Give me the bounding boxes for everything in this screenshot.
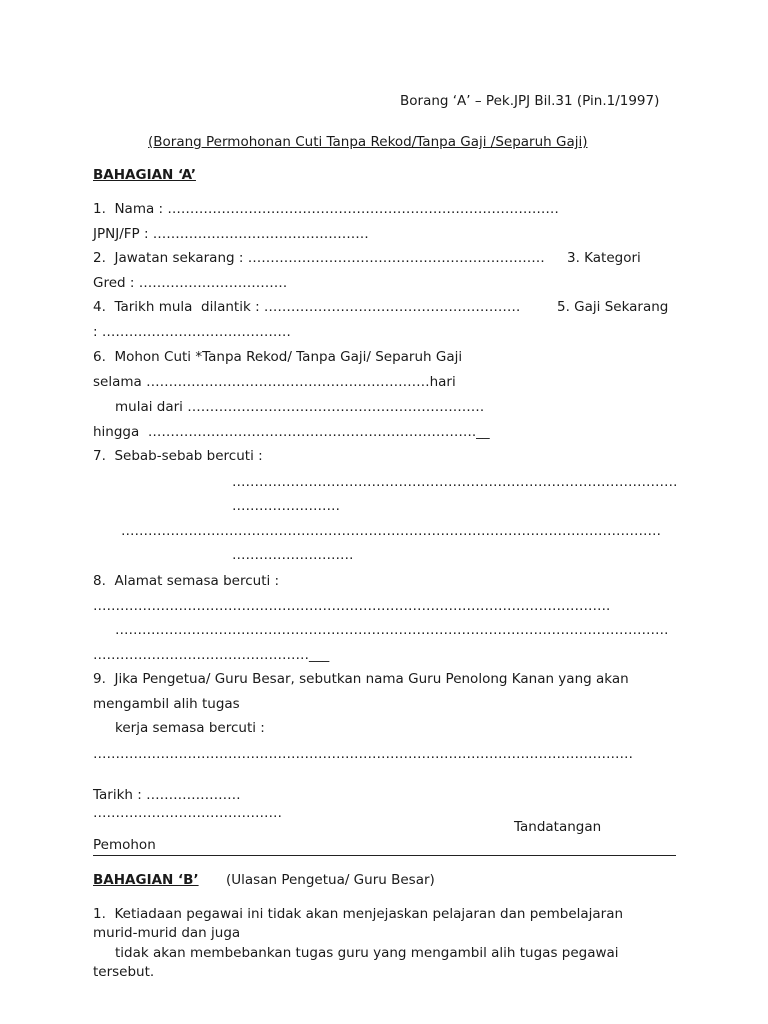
field-hingga: hingga ……………………………………………………………….__ [93,424,490,440]
form-reference: Borang ‘A’ – Pek.JPJ Bil.31 (Pin.1/1997) [400,93,660,109]
section-b-item-1-cont3: tersebut. [93,964,155,980]
field-mulai: mulai dari ………………………………………………………… [115,399,485,415]
field-pengetua-cont: mengambil alih tugas [93,696,240,712]
field-gaji: 5. Gaji Sekarang [557,299,669,315]
signature-label: Tandatangan [514,819,602,835]
section-b-item-1-cont2: tidak akan membebankan tugas guru yang mengambil alih tugas pegawai [115,945,619,961]
signature-label-cont: Pemohon [93,837,156,853]
section-divider [93,855,676,856]
field-gred: Gred : …………………………… [93,275,288,291]
sebab-line-3: ………………………………………………………………………………………………………… [121,523,661,539]
field-jpnj: JPNJ/FP : ………………………………………… [93,226,369,242]
alamat-line-1: ……………………………………………………………………………………………………. [93,598,611,614]
field-jawatan: 2. Jawatan sekarang : ………………………………………………………… [93,250,545,266]
field-nama: 1. Nama : …………………………………………………………………………… [93,201,559,217]
alamat-line-2: …………………………………………………………………………………………………………… [115,622,669,638]
field-mohon-cuti: 6. Mohon Cuti *Tanpa Rekod/ Tanpa Gaji/ Separuh Gaji [93,349,463,365]
field-kerja: kerja semasa bercuti : [115,720,265,736]
section-b-subtitle: (Ulasan Pengetua/ Guru Besar) [226,872,435,888]
field-tarikh-dilantik: 4. Tarikh mula dilantik : ………………………………………………… [93,299,521,315]
alamat-line-3: …………………………………………___ [93,647,330,663]
field-kategori: 3. Kategori [567,250,641,266]
field-selama: selama ………………………………………………………hari [93,374,456,390]
signature-dots: …………………………………… [93,805,282,821]
sebab-line-4: ……………………… [232,547,354,563]
field-pengetua: 9. Jika Pengetua/ Guru Besar, sebutkan nama Guru Penolong Kanan yang akan [93,671,629,687]
sebab-line-2: …………………… [232,498,340,514]
field-tarikh: Tarikh : ………………… [93,787,241,803]
field-alamat: 8. Alamat semasa bercuti : [93,573,280,589]
section-b-heading: BAHAGIAN ‘B’ [93,872,199,888]
field-sebab: 7. Sebab-sebab bercuti : [93,448,263,464]
section-a-heading: BAHAGIAN ‘A’ [93,167,196,183]
kerja-line: ………………………………………………………………………………………………………… [93,746,633,762]
section-b-item-1-cont: murid-murid dan juga [93,925,241,941]
form-title: (Borang Permohonan Cuti Tanpa Rekod/Tanpa Gaji /Separuh Gaji) [148,134,588,150]
section-b-item-1: 1. Ketiadaan pegawai ini tidak akan menjejaskan pelajaran dan pembelajaran [93,906,624,922]
field-gaji-value: : …………………………………… [93,324,291,340]
sebab-line-1: ……………………………………………………………………………………… [232,474,678,490]
